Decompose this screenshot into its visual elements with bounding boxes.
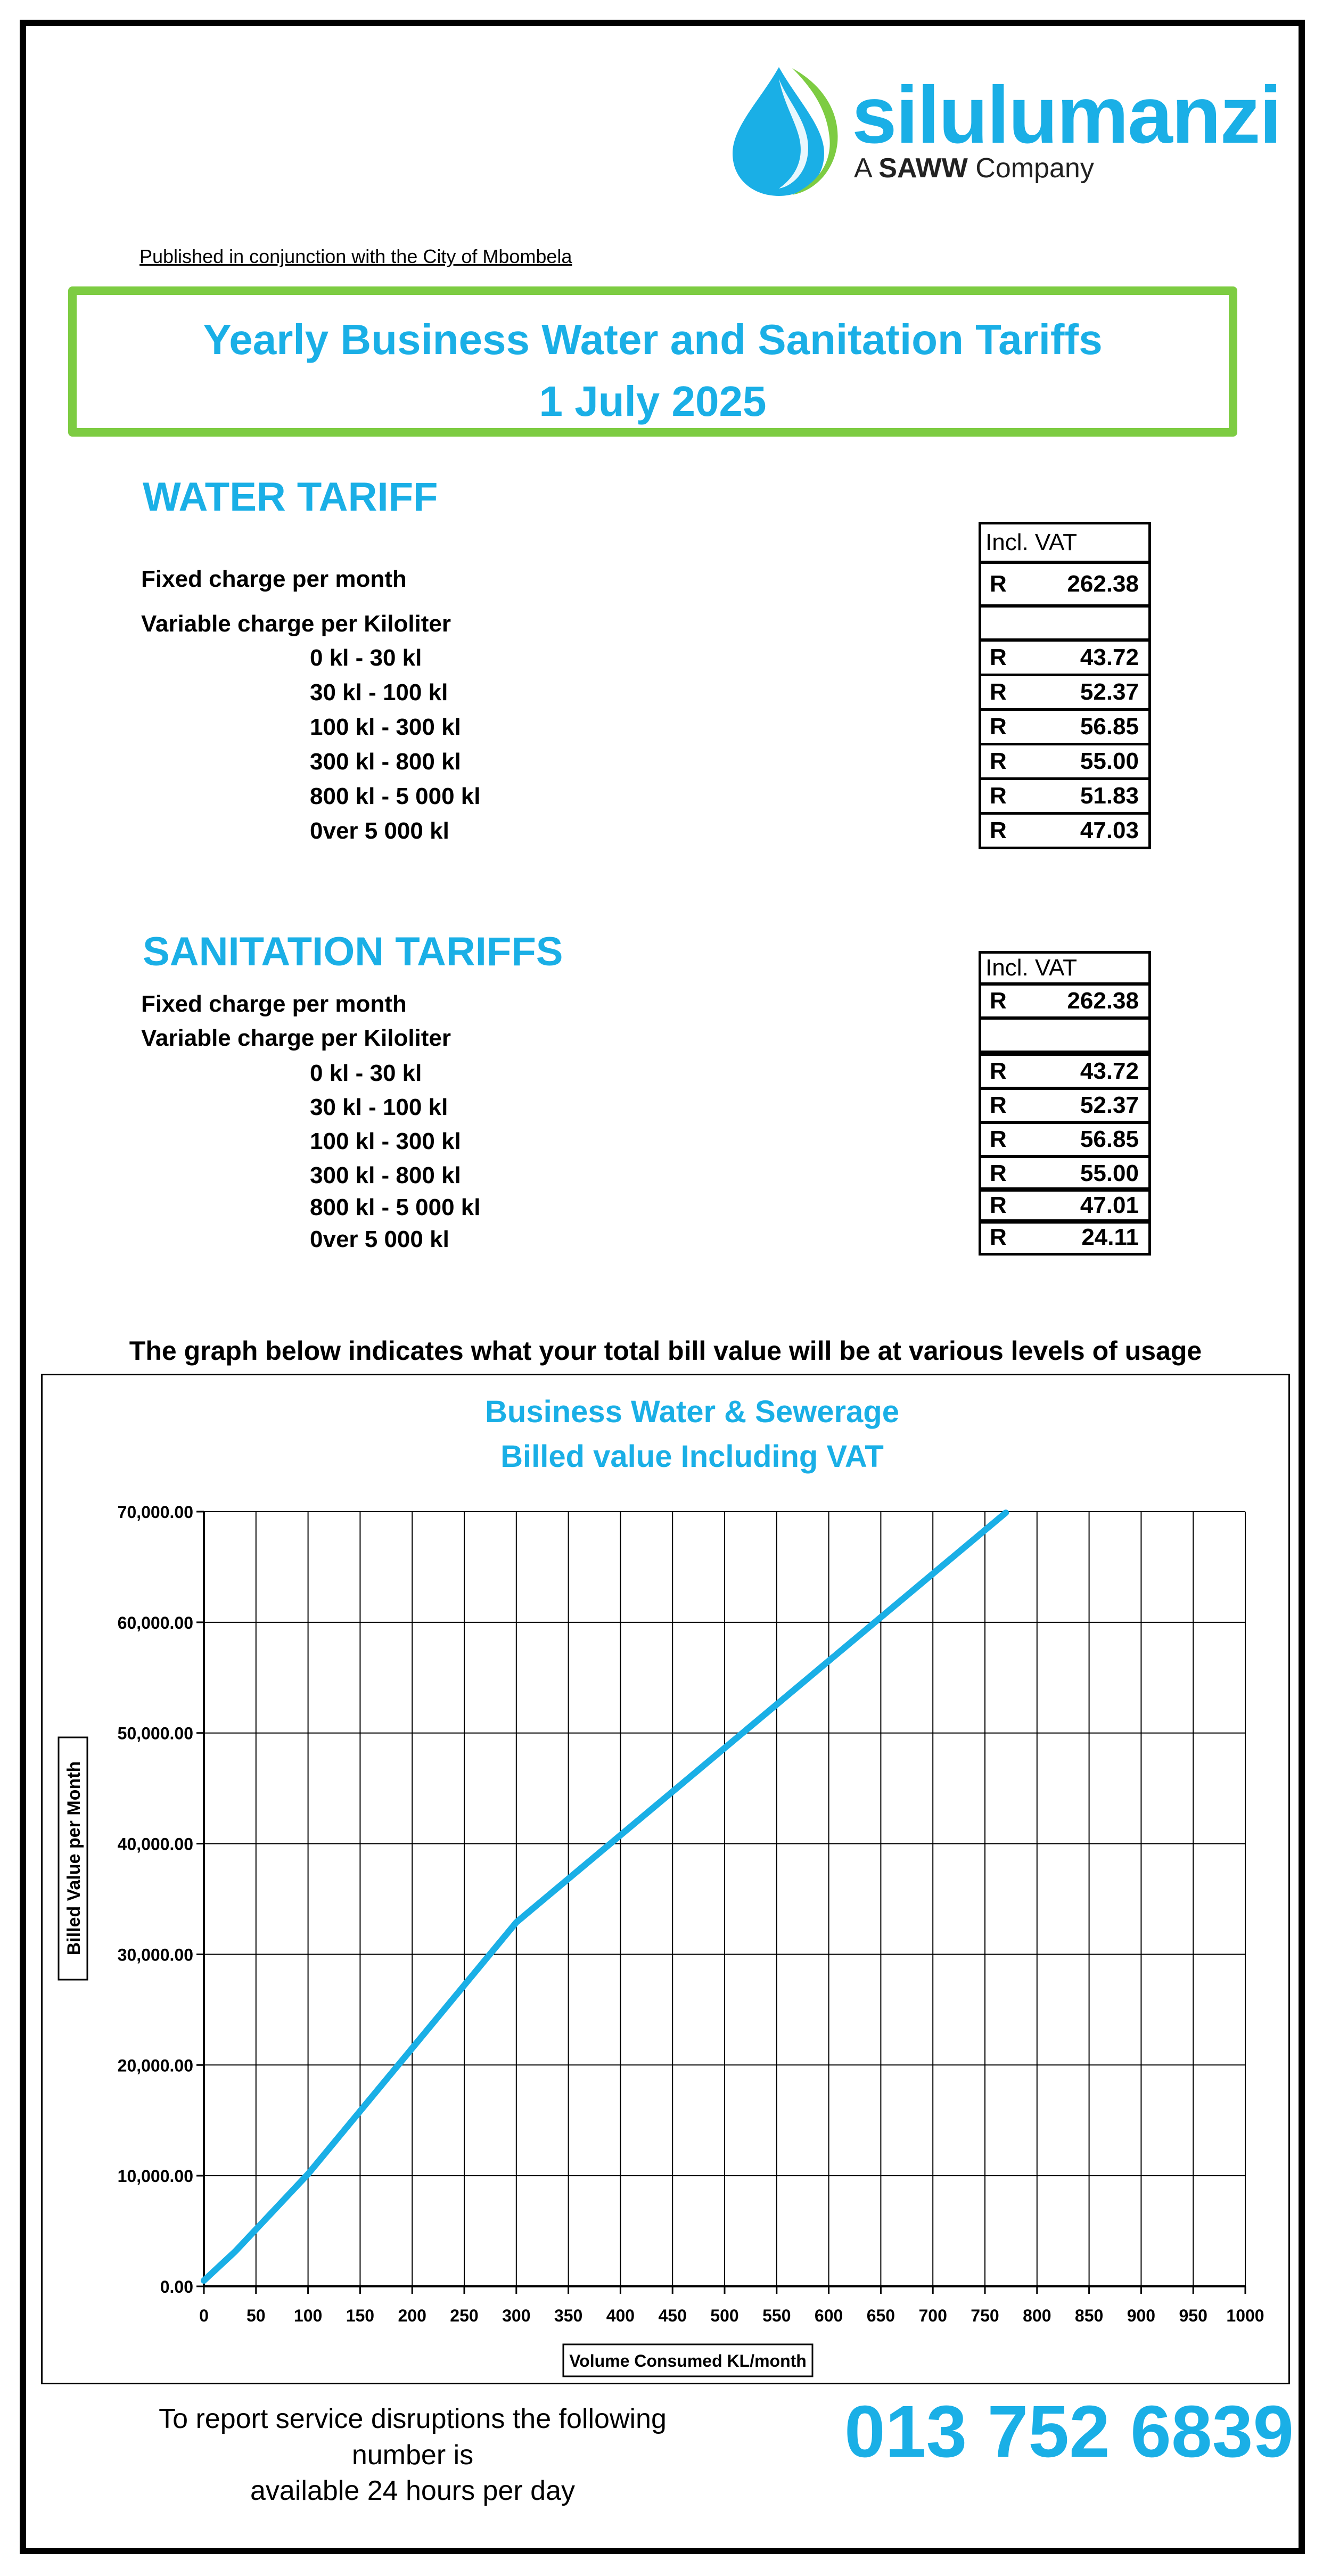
- x-tick-label: 200: [398, 2306, 426, 2325]
- series-line: [204, 1513, 1006, 2280]
- water-band-label: 0 kl - 30 kl: [310, 645, 422, 671]
- sanitation-fixed-label: Fixed charge per month: [141, 991, 407, 1017]
- x-tick-label: 50: [247, 2306, 266, 2325]
- phone-number: 013 752 6839: [844, 2391, 1294, 2473]
- chart-frame: [41, 1374, 1290, 2384]
- y-tick-label: 60,000.00: [117, 1613, 193, 1632]
- water-band-cell: R 51.83: [979, 777, 1151, 815]
- water-band-label: 300 kl - 800 kl: [310, 749, 461, 775]
- x-tick-label: 450: [658, 2306, 687, 2325]
- water-band-label: 30 kl - 100 kl: [310, 679, 448, 705]
- water-band-label: 100 kl - 300 kl: [310, 714, 461, 740]
- sanitation-band-cell: R 43.72: [979, 1053, 1151, 1089]
- title-box: [68, 286, 1237, 437]
- x-tick-label: 650: [866, 2306, 895, 2325]
- water-band-label: 0ver 5 000 kl: [310, 818, 449, 844]
- published-note: Published in conjunction with the City of Mbombela: [139, 245, 572, 267]
- sanitation-band-label: 0 kl - 30 kl: [310, 1060, 422, 1086]
- graph-caption: The graph below indicates what your total bill value will be at various levels of usage: [129, 1336, 1202, 1366]
- x-tick-label: 1000: [1226, 2306, 1264, 2325]
- water-drop-logo-icon: [728, 63, 845, 199]
- sanitation-band-cell: R 56.85: [979, 1121, 1151, 1158]
- y-tick-label: 50,000.00: [117, 1724, 193, 1743]
- x-tick-label: 500: [710, 2306, 739, 2325]
- x-tick-label: 750: [971, 2306, 999, 2325]
- x-tick-label: 100: [293, 2306, 323, 2325]
- billed-value-chart: [43, 1375, 1288, 2383]
- water-band-cell: R 47.03: [979, 812, 1151, 849]
- page-title: Yearly Business Water and Sanitation Tariffs: [203, 316, 1103, 363]
- y-axis-label: Billed Value per Month: [64, 1761, 84, 1956]
- page-date: 1 July 2025: [539, 378, 767, 425]
- x-axis-label: Volume Consumed KL/month: [569, 2351, 807, 2370]
- footer-line-2: available 24 hours per day: [250, 2475, 575, 2507]
- brand-subtitle: A SAWW Company: [854, 153, 1094, 184]
- sanitation-variable-label: Variable charge per Kiloliter: [141, 1025, 451, 1051]
- x-tick-label: 800: [1023, 2306, 1051, 2325]
- chart-title: Business Water & Sewerage: [485, 1394, 899, 1429]
- x-tick-label: 950: [1179, 2306, 1207, 2325]
- sanitation-band-cell: R 24.11: [979, 1219, 1151, 1256]
- sanitation-band-cell: R 55.00: [979, 1155, 1151, 1192]
- x-tick-label: 700: [918, 2306, 947, 2325]
- sanitation-band-label: 30 kl - 100 kl: [310, 1094, 448, 1120]
- y-tick-label: 70,000.00: [117, 1503, 193, 1522]
- water-band-cell: R 52.37: [979, 674, 1151, 711]
- sanitation-band-label: 800 kl - 5 000 kl: [310, 1194, 481, 1220]
- x-tick-label: 400: [606, 2306, 635, 2325]
- y-tick-label: 20,000.00: [117, 2056, 193, 2075]
- y-tick-label: 10,000.00: [117, 2167, 193, 2186]
- x-tick-label: 250: [450, 2306, 479, 2325]
- x-tick-label: 600: [814, 2306, 843, 2325]
- water-band-cell: R 56.85: [979, 708, 1151, 745]
- water-vat-header: Incl. VAT: [979, 522, 1151, 563]
- footer-line-1: To report service disruptions the following number is: [159, 2403, 667, 2471]
- sanitation-vat-header: Incl. VAT: [979, 951, 1151, 985]
- sanitation-blank-cell: [979, 1017, 1151, 1053]
- water-fixed-cell: R 262.38: [979, 561, 1151, 607]
- water-heading: WATER TARIFF: [143, 474, 438, 520]
- y-tick-label: 0.00: [160, 2277, 193, 2296]
- sanitation-band-label: 300 kl - 800 kl: [310, 1162, 461, 1188]
- sanitation-band-label: 0ver 5 000 kl: [310, 1226, 449, 1252]
- water-blank-cell: [979, 605, 1151, 641]
- water-variable-label: Variable charge per Kiloliter: [141, 611, 451, 637]
- water-fixed-label: Fixed charge per month: [141, 566, 407, 592]
- x-tick-label: 0: [199, 2306, 209, 2325]
- sanitation-band-label: 100 kl - 300 kl: [310, 1128, 461, 1154]
- water-band-label: 800 kl - 5 000 kl: [310, 783, 481, 809]
- sanitation-band-cell: R 47.01: [979, 1187, 1151, 1224]
- y-tick-label: 40,000.00: [117, 1834, 193, 1854]
- sanitation-band-cell: R 52.37: [979, 1087, 1151, 1123]
- water-band-cell: R 43.72: [979, 639, 1151, 676]
- y-tick-label: 30,000.00: [117, 1945, 193, 1965]
- x-tick-label: 300: [502, 2306, 531, 2325]
- x-tick-label: 850: [1074, 2306, 1104, 2325]
- water-band-cell: R 55.00: [979, 743, 1151, 780]
- sanitation-heading: SANITATION TARIFFS: [143, 929, 563, 974]
- x-tick-label: 150: [346, 2306, 375, 2325]
- x-tick-label: 550: [762, 2306, 791, 2325]
- brand-name: silulumanzi: [852, 70, 1281, 160]
- sanitation-fixed-cell: R 262.38: [979, 983, 1151, 1019]
- x-tick-label: 350: [554, 2306, 583, 2325]
- chart-subtitle: Billed value Including VAT: [500, 1439, 884, 1474]
- x-tick-label: 900: [1127, 2306, 1156, 2325]
- footer-text: [133, 2401, 692, 2509]
